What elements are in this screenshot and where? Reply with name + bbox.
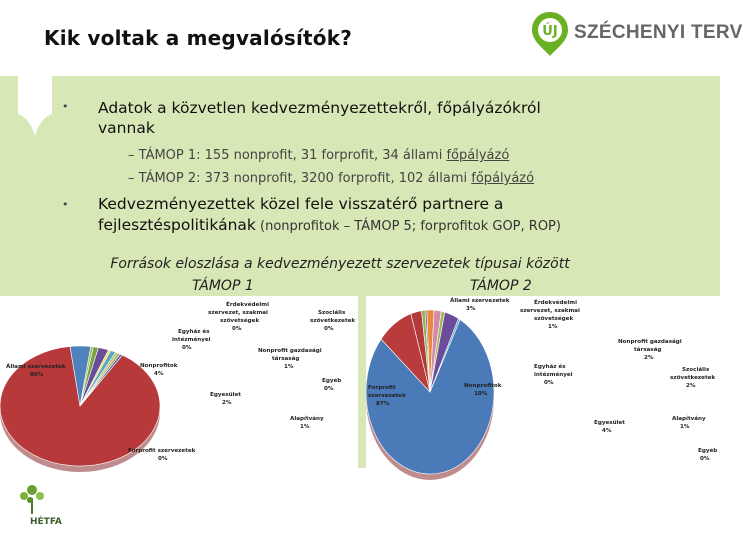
label-allami2-value: 3% (466, 306, 476, 312)
label-szoc-value: 0% (324, 326, 334, 332)
bullet-dot: • (62, 198, 69, 211)
label-egyeb2-name: Egyéb (698, 448, 718, 454)
label-ngt2-value: 2% (644, 355, 654, 361)
label-alap2-name: Alapítvány (672, 416, 706, 422)
logo-text: SZÉCHENYI TERV (574, 22, 743, 43)
label-egyeb-name: Egyéb (322, 378, 342, 384)
label-ngt2-line2: társaság (634, 347, 662, 353)
decorative-tab (18, 54, 52, 136)
label-alapitvany-value: 1% (300, 424, 310, 430)
label-szoc-line2: szövetkezetek (310, 318, 356, 324)
slide-title: Kik voltak a megvalósítók? (44, 26, 353, 50)
label-szoc2-line2: szövetkezetek (670, 375, 716, 381)
bullet-2-text: Kedvezményezettek közel fele visszatérő partnere a fejlesztéspolitikának (nonprofitok – TÁMOP 5; forprofitok GOP, ROP) (98, 195, 561, 234)
tree-icon (10, 484, 70, 530)
label-erdek2-value: 1% (548, 324, 558, 330)
label-egyeb2-value: 0% (700, 456, 710, 462)
subitem-2: – TÁMOP 2: 373 nonprofit, 3200 forprofit, 102 állami főpályázó (128, 171, 535, 186)
bullet-dot: • (62, 100, 69, 113)
label-erdek-line2: szervezet, szakmai (208, 310, 268, 316)
label-szoc2-line1: Szociális (682, 367, 710, 373)
label-forprofit2-line1: Forprofit (368, 385, 396, 391)
label-egyhaz-line1: Egyház és (178, 329, 210, 335)
label-erdek2-line3: szövetségek (534, 316, 574, 322)
label-nonprofit-value: 4% (154, 371, 164, 377)
chart-1-title: TÁMOP 1 (192, 278, 254, 294)
label-erdek-line3: szövetségek (220, 318, 260, 324)
label-allami2-name: Állami szervezetek (450, 298, 510, 304)
label-alapitvany-name: Alapítvány (290, 416, 324, 422)
chart-2-svg (366, 296, 720, 468)
label-erdek2-line1: Érdekvédelmi (534, 300, 577, 306)
pin-icon (530, 10, 570, 58)
label-ngt-line2: társaság (272, 356, 300, 362)
label-allami-value: 86% (30, 372, 44, 378)
chart-1-area (0, 296, 358, 468)
label-erdek-value: 0% (232, 326, 242, 332)
label-forprofit-name: Forprofit szervezetek (128, 448, 196, 454)
label-szoc-line1: Szociális (318, 310, 346, 316)
chart-caption: Források eloszlása a kedvezményezett szervezetek típusai között (110, 256, 570, 272)
label-ngt-value: 1% (284, 364, 294, 370)
label-nonprofit2-name: Nonprofitok (464, 383, 502, 389)
label-egyes2-name: Egyesület (594, 420, 625, 426)
label-nonprofit2-value: 10% (474, 391, 488, 397)
label-egyhaz-line2: intézményei (172, 337, 211, 343)
label-forprofit2-value: 87% (376, 401, 390, 407)
subitem-1: – TÁMOP 1: 155 nonprofit, 31 forprofit, 34 állami főpályázó (128, 148, 510, 163)
chart-2-area (366, 296, 720, 468)
label-egyes2-value: 4% (602, 428, 612, 434)
label-forprofit-value: 0% (158, 456, 168, 462)
logo-mark: ÚJ (542, 24, 558, 39)
bullet-1-text: Adatok a közvetlen kedvezményezettekről, főpályázókról vannak (98, 99, 541, 137)
hetfa-text: HÉTFA (30, 517, 62, 527)
subitem-2-link[interactable]: főpályázó (471, 171, 535, 186)
szechenyi-terv-logo (530, 10, 743, 58)
label-egyesulet-name: Egyesület (210, 392, 241, 398)
label-egyhaz-value: 0% (182, 345, 192, 351)
label-forprofit2-line2: szervezetek (368, 393, 406, 399)
chart-2-title: TÁMOP 2 (470, 278, 532, 294)
label-ngt-line1: Nonprofit gazdasági (258, 348, 322, 354)
label-szoc2-value: 2% (686, 383, 696, 389)
label-egyhaz2-line2: intézményei (534, 372, 573, 378)
label-ngt2-line1: Nonprofit gazdasági (618, 339, 682, 345)
label-erdek2-line2: szervezet, szakmai (520, 308, 580, 314)
label-egyhaz2-line1: Egyház és (534, 364, 566, 370)
label-egyhaz2-value: 0% (544, 380, 554, 386)
subitem-1-link[interactable]: főpályázó (446, 148, 510, 163)
hetfa-logo (10, 484, 70, 530)
label-erdek-line1: Érdekvédelmi (226, 302, 269, 308)
label-nonprofit-name: Nonprofitok (140, 363, 178, 369)
chart-1-svg (0, 296, 358, 468)
label-allami-name: Állami szervezetek (6, 364, 66, 370)
label-egyeb-value: 0% (324, 386, 334, 392)
label-alap2-value: 1% (680, 424, 690, 430)
label-egyesulet-value: 2% (222, 400, 232, 406)
